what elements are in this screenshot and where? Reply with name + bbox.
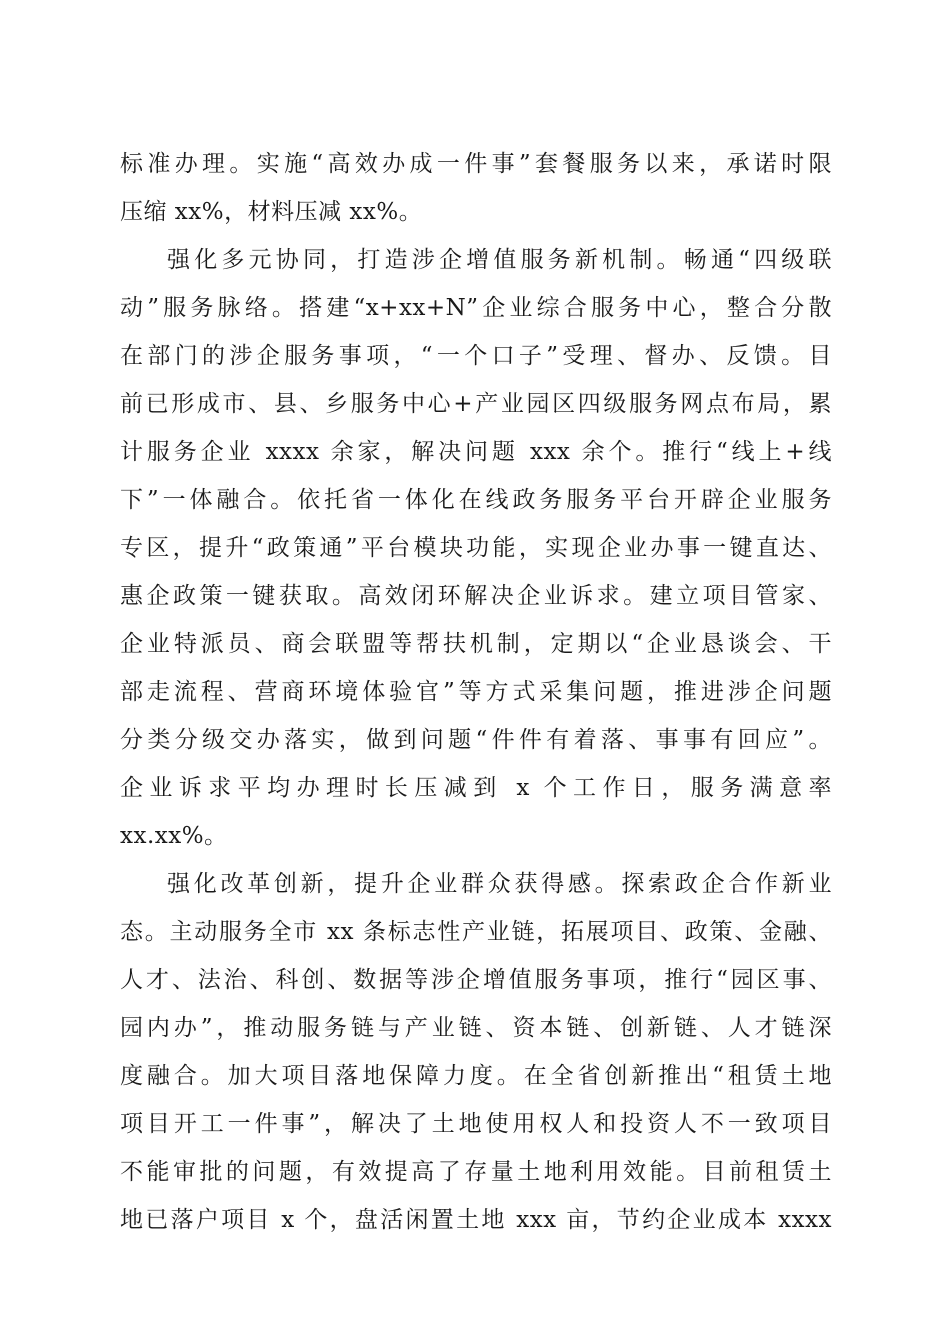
text-line: 项目开工一件事”，解决了土地使用权人和投资人不一致项目 xyxy=(120,1111,832,1137)
text-line: 专区，提升“政策通”平台模块功能，实现企业办事一键直达、 xyxy=(120,535,832,561)
text-line: 态。主动服务全市 xx 条标志性产业链，拓展项目、政策、金融、 xyxy=(120,919,832,945)
text-line: 部走流程、营商环境体验官”等方式采集问题，推进涉企问题 xyxy=(120,679,832,705)
text-line: 惠企政策一键获取。高效闭环解决企业诉求。建立项目管家、 xyxy=(120,583,832,609)
text-line: xx.xx%。 xyxy=(120,823,228,849)
paragraph-start-line: 强化改革创新，提升企业群众获得感。探索政企合作新业 xyxy=(167,871,832,897)
text-line: 前已形成市、县、乡服务中心+产业园区四级服务网点布局，累 xyxy=(120,391,832,417)
text-line: 分类分级交办落实，做到问题“件件有着落、事事有回应”。 xyxy=(120,727,832,753)
body-text xyxy=(120,140,832,1244)
text-line: 计服务企业 xxxx 余家，解决问题 xxx 余个。推行“线上+线 xyxy=(120,439,832,465)
text-line: 不能审批的问题，有效提高了存量土地利用效能。目前租赁土 xyxy=(120,1159,832,1185)
text-line: 动”服务脉络。搭建“x+xx+N”企业综合服务中心，整合分散 xyxy=(120,295,832,321)
text-line: 度融合。加大项目落地保障力度。在全省创新推出“租赁土地 xyxy=(120,1063,832,1089)
text-line: 园内办”，推动服务链与产业链、资本链、创新链、人才链深 xyxy=(120,1015,832,1041)
text-line: 下”一体融合。依托省一体化在线政务服务平台开辟企业服务 xyxy=(120,487,832,513)
paragraph-start-line: 强化多元协同，打造涉企增值服务新机制。畅通“四级联 xyxy=(167,247,832,273)
text-line: 人才、法治、科创、数据等涉企增值服务事项，推行“园区事、 xyxy=(120,967,832,993)
text-line: 企业特派员、商会联盟等帮扶机制，定期以“企业恳谈会、干 xyxy=(120,631,832,657)
text-line: 在部门的涉企服务事项，“一个口子”受理、督办、反馈。目 xyxy=(120,343,832,369)
text-line: 标准办理。实施“高效办成一件事”套餐服务以来，承诺时限 xyxy=(120,151,832,177)
text-line: 企业诉求平均办理时长压减到 x 个工作日，服务满意率 xyxy=(120,775,832,801)
text-line: 压缩 xx%，材料压减 xx%。 xyxy=(120,199,423,225)
text-line: 地已落户项目 x 个，盘活闲置土地 xxx 亩，节约企业成本 xxxx xyxy=(120,1207,832,1233)
